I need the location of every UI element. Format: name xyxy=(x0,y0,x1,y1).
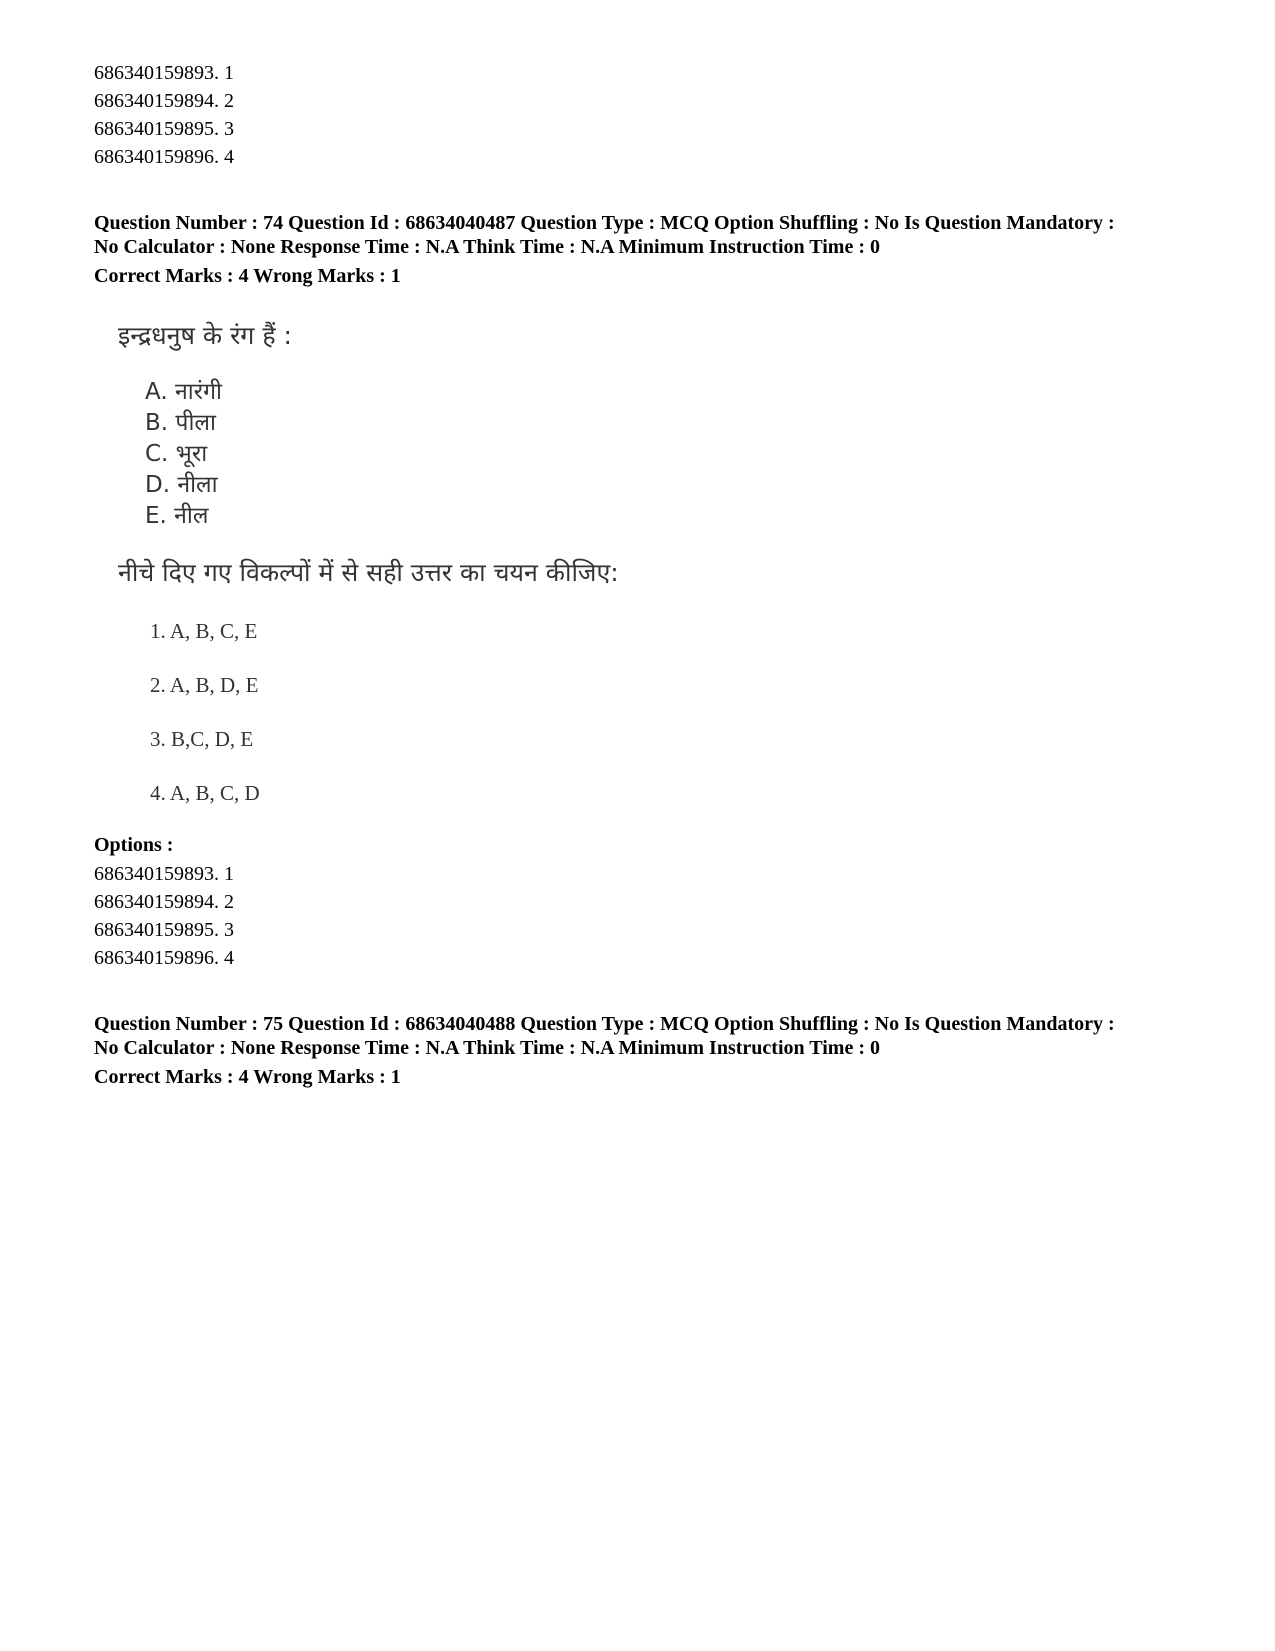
statement-item: C. भूरा xyxy=(145,441,208,467)
option-line: 686340159894. 2 xyxy=(94,891,234,913)
question-header-line2: No Calculator : None Response Time : N.A Think Time : N.A Minimum Instruction Time : 0 xyxy=(94,236,880,258)
statement-item: E. नील xyxy=(145,503,209,529)
question-marks: Correct Marks : 4 Wrong Marks : 1 xyxy=(94,265,401,287)
answer-choice: 3. B,C, D, E xyxy=(150,727,254,751)
option-line: 686340159895. 3 xyxy=(94,919,234,941)
option-line: 686340159894. 2 xyxy=(94,90,234,112)
option-line: 686340159893. 1 xyxy=(94,863,234,885)
question-header-line1: Question Number : 74 Question Id : 68634040487 Question Type : MCQ Option Shuffling : No Is Question Mandatory : xyxy=(94,212,1115,234)
question-header-line2: No Calculator : None Response Time : N.A Think Time : N.A Minimum Instruction Time : 0 xyxy=(94,1037,880,1059)
question-marks: Correct Marks : 4 Wrong Marks : 1 xyxy=(94,1066,401,1088)
question-instruction: नीचे दिए गए विकल्पों में से सही उत्तर का चयन कीजिए: xyxy=(118,558,619,587)
statement-item: D. नीला xyxy=(145,472,218,498)
answer-choice: 4. A, B, C, D xyxy=(150,781,260,805)
answer-choice: 2. A, B, D, E xyxy=(150,673,259,697)
option-line: 686340159896. 4 xyxy=(94,947,234,969)
question-stem: इन्द्रधनुष के रंग हैं : xyxy=(118,321,292,350)
statement-item: A. नारंगी xyxy=(145,379,222,405)
statement-item: B. पीला xyxy=(145,410,216,436)
option-line: 686340159893. 1 xyxy=(94,62,234,84)
option-line: 686340159895. 3 xyxy=(94,118,234,140)
question-header-line1: Question Number : 75 Question Id : 68634040488 Question Type : MCQ Option Shuffling : No Is Question Mandatory : xyxy=(94,1013,1115,1035)
options-label: Options : xyxy=(94,834,174,856)
answer-choice: 1. A, B, C, E xyxy=(150,619,258,643)
option-line: 686340159896. 4 xyxy=(94,146,234,168)
